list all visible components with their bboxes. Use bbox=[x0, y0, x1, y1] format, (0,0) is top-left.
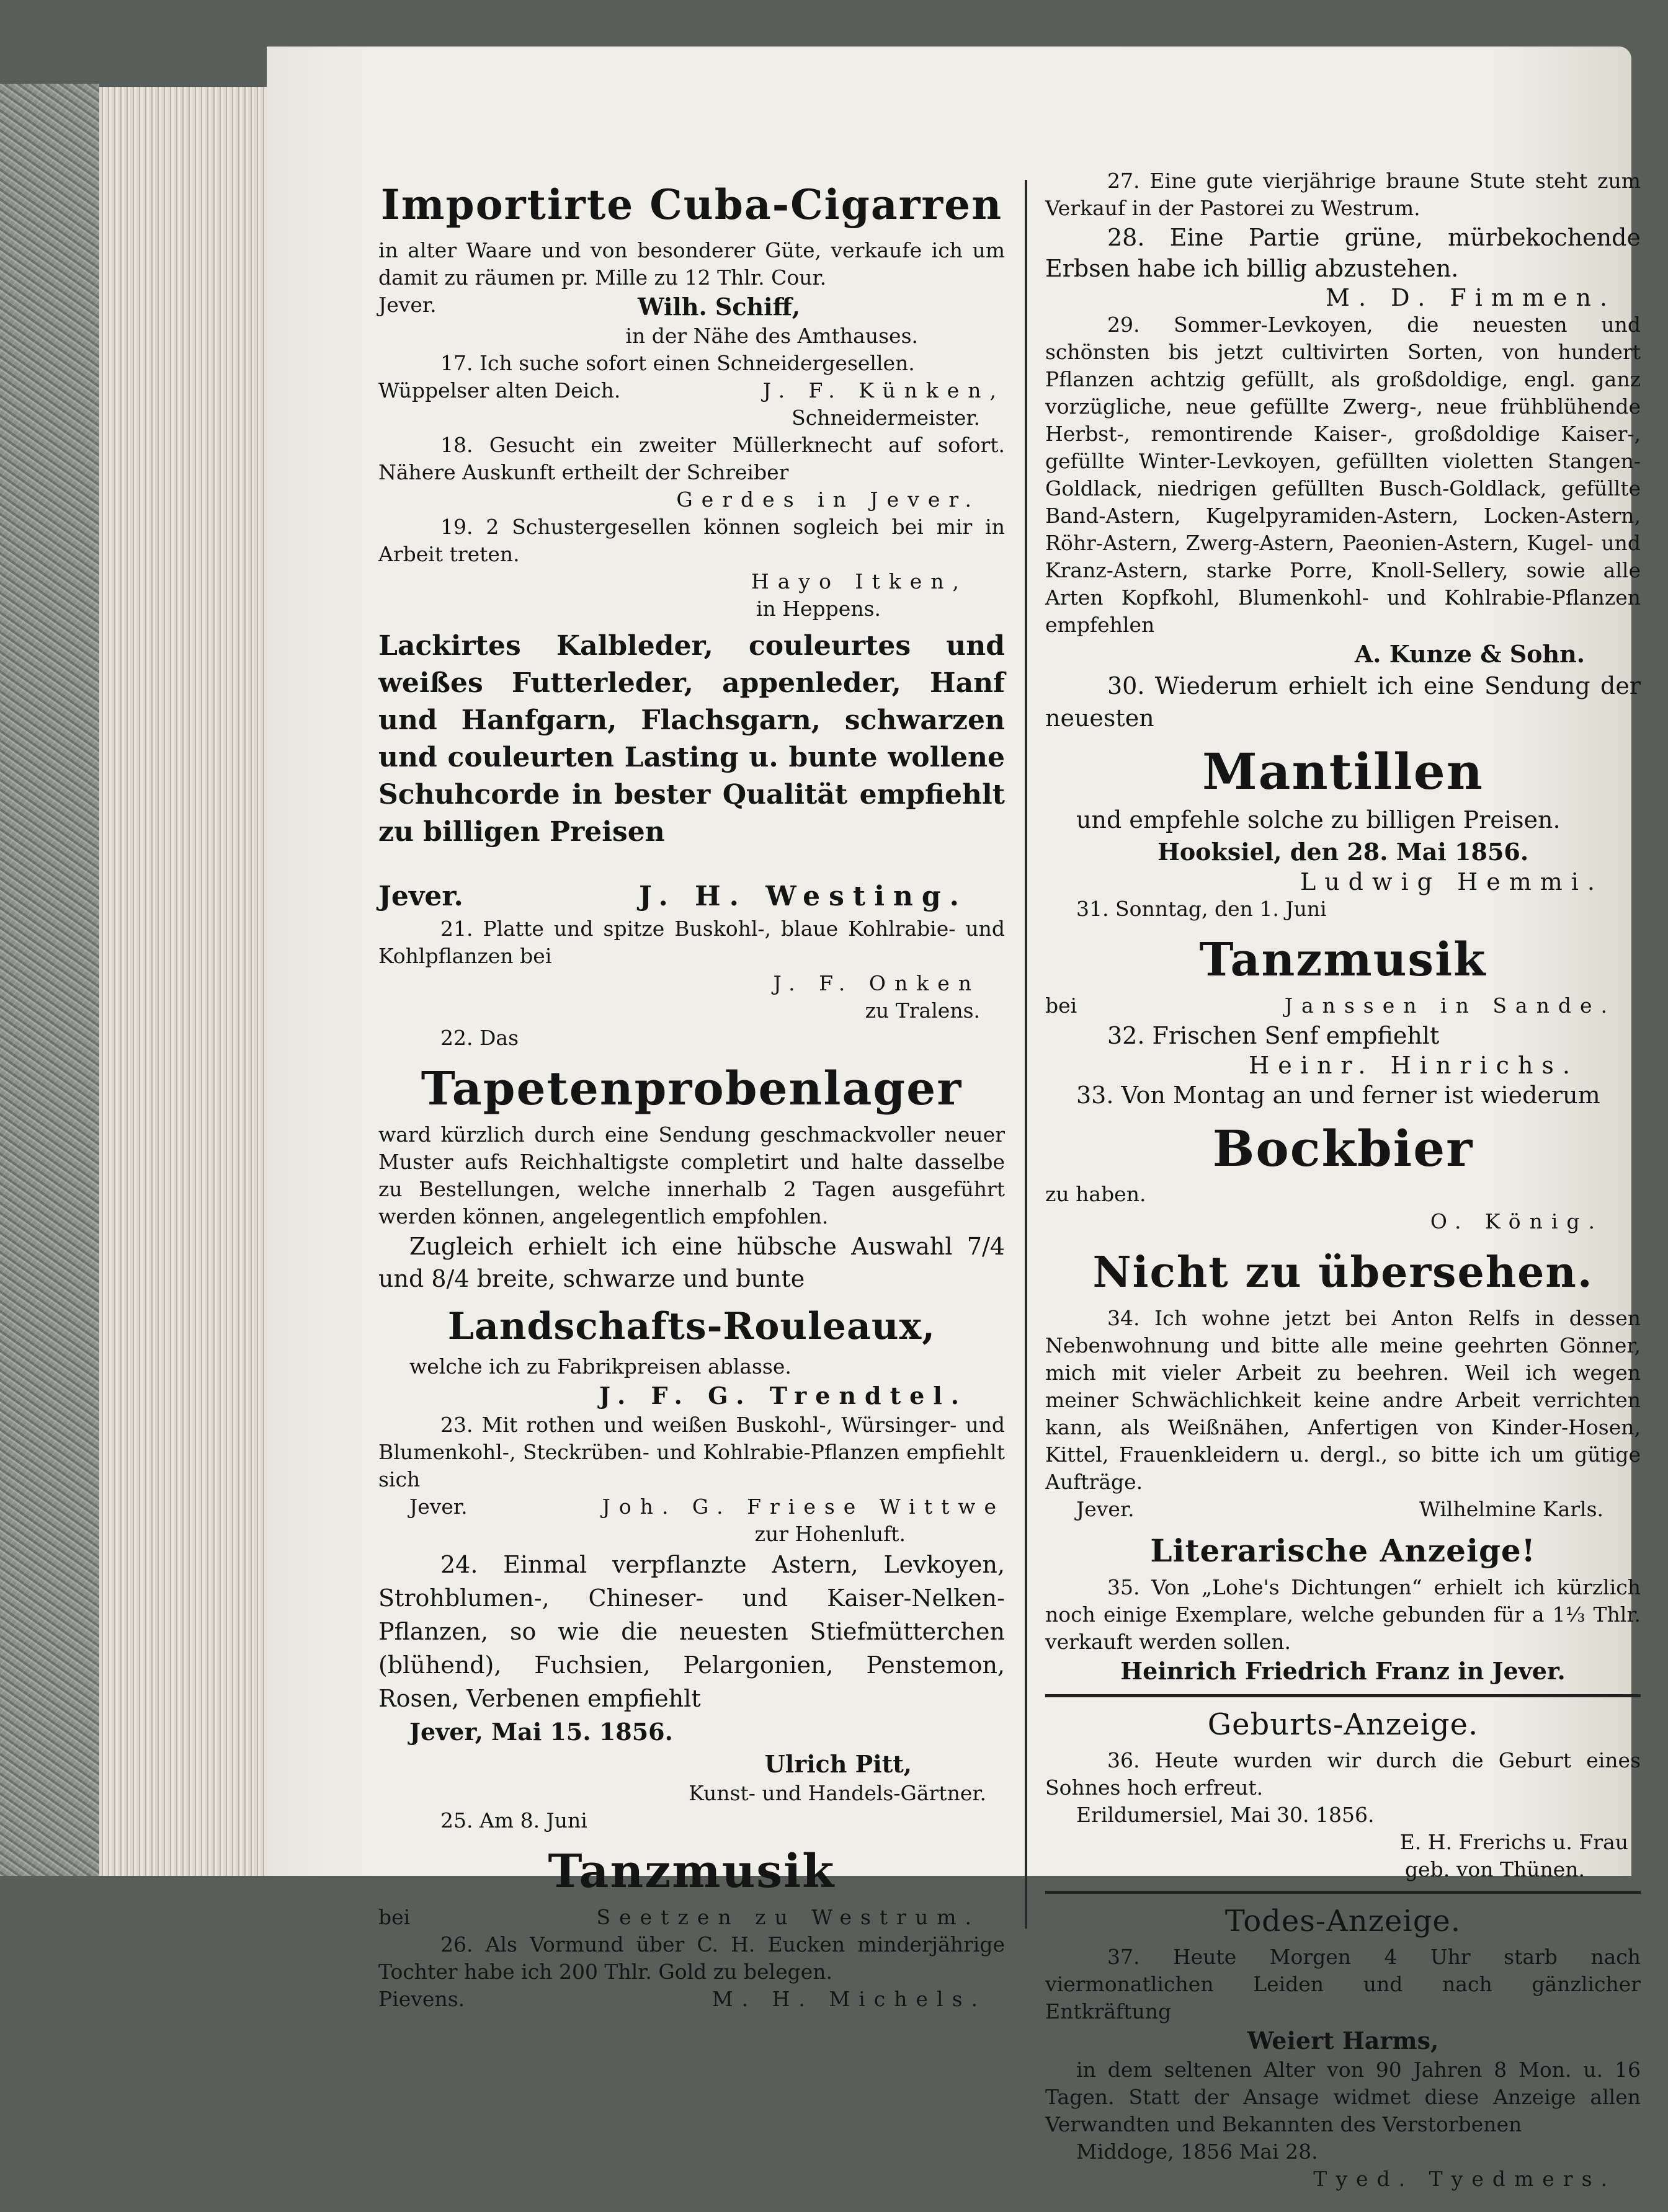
ad-signature: Wilhelmine Karls. bbox=[1419, 1497, 1603, 1521]
book-cover-edge bbox=[0, 84, 99, 1876]
ad-signature: O. König. bbox=[1430, 1209, 1603, 1233]
page-stack-edge bbox=[99, 87, 285, 1879]
ad-body: 32. Frischen Senf empfiehlt bbox=[1107, 1022, 1440, 1049]
ad-leather bbox=[378, 628, 1005, 915]
ad-body: 21. Platte und spitze Buskohl-, blaue Kohlrabie- und Kohlpflanzen bei bbox=[378, 917, 1005, 968]
ad-body: 26. Als Vormund über C. H. Eucken minderjährige Tochter habe ich 200 Thlr. Gold zu belegen. bbox=[378, 1932, 1005, 1984]
ad-body: 28. Eine Partie grüne, mürbekochende Erbsen habe ich billig abzustehen. bbox=[1045, 224, 1641, 282]
ad-body: 35. Von „Lohe's Dichtungen“ erhielt ich kürzlich noch einige Exemplare, welche gebunden für a 1⅓ Thlr. verkauft werden sollen. bbox=[1045, 1575, 1641, 1654]
ad-heading: Geburts-Anzeige. bbox=[1207, 1707, 1479, 1742]
ad-heading: Literarische Anzeige! bbox=[1150, 1532, 1536, 1569]
ad-signature-line2: zu Tralens. bbox=[865, 998, 980, 1023]
deceased-name: Weiert Harms, bbox=[1247, 2027, 1439, 2054]
ad-signature: E. H. Frerichs u. Frau bbox=[1399, 1830, 1628, 1854]
ad-signature-line2: in Heppens. bbox=[756, 597, 881, 621]
ad-body-2: und empfehle solche zu billigen Preisen. bbox=[1076, 806, 1561, 833]
ad-signature: Tyed. Tyedmers. bbox=[1313, 2167, 1616, 2191]
ad-signature: Ulrich Pitt, bbox=[764, 1750, 912, 1778]
ad-signature: J. H. Westing. bbox=[639, 881, 968, 912]
right-column bbox=[1045, 167, 1641, 2193]
ad-19 bbox=[378, 513, 1005, 623]
ad-signature: Seetzen zu Westrum. bbox=[596, 1905, 980, 1929]
ad-signature: Janssen in Sande. bbox=[1284, 993, 1616, 1018]
ad-date: Hooksiel, den 28. Mai 1856. bbox=[1157, 838, 1529, 866]
ad-heading: Tanzmusik bbox=[1199, 933, 1487, 987]
ad-body: 24. Einmal verpflanzte Astern, Levkoyen, Strohblumen-, Chineser- und Kaiser-Nelken-Pflanzen, so wie die neuesten Stiefmütterchen (blühend), Fuchsien, Pelargonien, Penstemon, Rosen, Verbenen empfiehlt bbox=[378, 1551, 1005, 1712]
ad-body-3: welche ich zu Fabrikpreisen ablasse. bbox=[409, 1354, 792, 1379]
ad-intro: 25. Am 8. Juni bbox=[440, 1808, 587, 1832]
ad-heading: Tanzmusik bbox=[548, 1845, 836, 1898]
ad-body: in alter Waare und von besonderer Güte, verkaufe ich um damit zu räumen pr. Mille zu 12 Thlr. Cour. bbox=[378, 238, 1005, 290]
ad-heading: Tapetenprobenlager bbox=[421, 1062, 963, 1116]
ad-body: 29. Sommer-Levkoyen, die neuesten und schönsten bis jetzt cultivirten Sorten, von hundert Pflanzen achtzig gefüllt, als großdoldige, engl. ganz vorzügliche, neue gefüllte Zwerg-, neue frühblühende Herbst-, remontirende Kaiser-, großdoldige Kaiser-, gefüllte Winter-Levkoyen, gefüllten violetten Stangen-Goldlack, niedrigen gefüllten Busch-Goldlack, gefüllte Band-Astern, Kugelpyramiden-Astern, Locken-Astern, Röhr-Astern, Zwerg-Astern, Paeonien-Astern, Kugel- und Kranz-Astern, starke Porre, Knoll-Sellery, sowie alle Arten Kopfkohl, Blumenkohl- und Kohlrabie-Pflanzen empfehlen bbox=[1045, 313, 1641, 637]
ad-place: Jever. bbox=[378, 293, 437, 317]
ad-30 bbox=[1045, 670, 1641, 895]
ad-place: Jever. bbox=[1076, 1497, 1135, 1521]
ad-body: 36. Heute wurden wir durch die Geburt eines Sohnes hoch erfreut. bbox=[1045, 1748, 1641, 1800]
ad-heading: Todes-Anzeige. bbox=[1224, 1904, 1461, 1939]
ad-heading: Importirte Cuba-Cigarren bbox=[380, 180, 1003, 229]
ad-intro: 22. Das bbox=[440, 1026, 519, 1050]
ad-body: ward kürzlich durch eine Sendung geschmackvoller neuer Muster aufs Reichhaltigste completirt und halte dasselbe zu Bestellungen, welche innerhalb 2 Tagen ausgeführt werden können, angelegentlich empfohlen. bbox=[378, 1122, 1005, 1228]
ad-31 bbox=[1045, 895, 1641, 1019]
left-column bbox=[378, 167, 1005, 2013]
ad-body-2: in dem seltenen Alter von 90 Jahren 8 Mon. u. 16 Tagen. Statt der Ansage widmet diese Anzeige allen Verwandten und Bekannten des Verstorbenen bbox=[1045, 2058, 1641, 2136]
ad-body-2: zu haben. bbox=[1045, 1182, 1146, 1206]
ad-signature: Gerdes in Jever. bbox=[676, 487, 980, 512]
section-rule bbox=[1045, 1694, 1641, 1697]
ad-signature-line2: geb. von Thünen. bbox=[1404, 1857, 1585, 1881]
ad-place: Jever. bbox=[409, 1495, 468, 1519]
column-divider bbox=[1025, 180, 1027, 1929]
ad-body-2: Zugleich erhielt ich eine hübsche Auswahl 7/4 und 8/4 breite, schwarze und bunte bbox=[378, 1233, 1005, 1292]
ad-signature-line2: zur Hohenluft. bbox=[754, 1522, 906, 1546]
ad-bei: bei bbox=[1045, 993, 1077, 1018]
ad-25 bbox=[378, 1807, 1005, 1931]
ad-bei: bei bbox=[378, 1905, 411, 1929]
ad-36 bbox=[1045, 1706, 1641, 1883]
ad-body: 33. Von Montag an und ferner ist wiederum bbox=[1076, 1082, 1600, 1109]
ad-date: Jever, Mai 15. 1856. bbox=[409, 1718, 673, 1746]
ad-33 bbox=[1045, 1079, 1641, 1235]
ad-body: 30. Wiederum erhielt ich eine Sendung der neuesten bbox=[1045, 672, 1641, 732]
ad-18 bbox=[378, 432, 1005, 513]
ad-place: Pievens. bbox=[378, 1987, 465, 2011]
ad-signature: Ludwig Hemmi. bbox=[1300, 868, 1603, 895]
ad-35 bbox=[1045, 1532, 1641, 1687]
ad-32 bbox=[1045, 1019, 1641, 1079]
ad-signature: J. F. Künken, bbox=[762, 378, 1005, 402]
ad-signature: A. Kunze & Sohn. bbox=[1354, 640, 1585, 668]
ad-22 bbox=[378, 1024, 1005, 1411]
ad-date: Middoge, 1856 Mai 28. bbox=[1076, 2139, 1318, 2164]
ad-heading: Bockbier bbox=[1212, 1119, 1474, 1178]
ad-body: 37. Heute Morgen 4 Uhr starb nach viermonatlichen Leiden und nach gänzlicher Entkräftung bbox=[1045, 1945, 1641, 2023]
ad-body: 19. 2 Schustergesellen können sogleich bei mir in Arbeit treten. bbox=[378, 515, 1005, 566]
section-rule bbox=[1045, 1891, 1641, 1894]
ad-21 bbox=[378, 915, 1005, 1024]
ad-body: Lackirtes Kalbleder, couleurtes und weißes Futterleder, appenleder, Hanf und Hanfgarn, Flachsgarn, schwarzen und couleurten Lasting u. bunte wollene Schuhcorde in bester Qualität empfiehlt zu billigen Preisen bbox=[378, 630, 1005, 848]
ad-signature: Wilh. Schiff, bbox=[637, 293, 800, 321]
ad-heading: Mantillen bbox=[1202, 742, 1484, 801]
ad-cuba-cigars bbox=[378, 176, 1005, 350]
ad-date: Erildumersiel, Mai 30. 1856. bbox=[1076, 1803, 1375, 1827]
ad-17 bbox=[378, 350, 1005, 432]
ad-place: Jever. bbox=[378, 881, 463, 912]
ad-26 bbox=[378, 1931, 1005, 2013]
ad-signature-line2: Kunst- und Handels-Gärtner. bbox=[689, 1781, 986, 1805]
ad-24 bbox=[378, 1548, 1005, 1807]
ad-signature: J. F. Onken bbox=[773, 971, 980, 995]
ad-signature: M. D. Fimmen. bbox=[1326, 284, 1616, 311]
ad-heading: Nicht zu übersehen. bbox=[1092, 1248, 1594, 1297]
ad-signature: M. H. Michels. bbox=[711, 1987, 986, 2011]
ad-body: 18. Gesucht ein zweiter Müllerknecht auf sofort. Nähere Auskunft ertheilt der Schreiber bbox=[378, 433, 1005, 484]
ad-signature: Heinr. Hinrichs. bbox=[1249, 1052, 1579, 1079]
ad-27 bbox=[1045, 167, 1641, 222]
ad-signature: J. F. G. Trendtel. bbox=[599, 1382, 968, 1410]
ad-signature: Hayo Itken, bbox=[751, 569, 968, 593]
ad-37 bbox=[1045, 1903, 1641, 2193]
ad-body: 17. Ich suche sofort einen Schneidergesellen. bbox=[440, 351, 915, 375]
ad-signature-line2: Schneidermeister. bbox=[792, 406, 980, 430]
ad-signature-line2: in der Nähe des Amthauses. bbox=[625, 324, 918, 348]
ad-23 bbox=[378, 1411, 1005, 1548]
ad-signature: Joh. G. Friese Wittwe bbox=[602, 1495, 1005, 1519]
ad-29 bbox=[1045, 311, 1641, 670]
ad-34 bbox=[1045, 1244, 1641, 1523]
ad-body: 23. Mit rothen und weißen Buskohl-, Würsinger- und Blumenkohl-, Steckrüben- und Kohlrabie-Pflanzen empfiehlt sich bbox=[378, 1413, 1005, 1491]
ad-place: Wüppelser alten Deich. bbox=[378, 378, 621, 402]
ad-signature: Heinrich Friedrich Franz in Jever. bbox=[1120, 1657, 1566, 1685]
ad-intro: 31. Sonntag, den 1. Juni bbox=[1076, 897, 1327, 921]
ad-body: 34. Ich wohne jetzt bei Anton Relfs in dessen Nebenwohnung und bitte alle meine geehrten Gönner, mich mit vieler Arbeit zu beehren. Weil ich wegen meiner Schwächlichkeit keine andre Arbeit verrichten kann, als Weißnähen, Anfertigen von Kinder-Hosen, Kittel, Frauenkleidern u. dergl., so bitte ich um gütige Aufträge. bbox=[1045, 1306, 1641, 1494]
ad-body: 27. Eine gute vierjährige braune Stute steht zum Verkauf in der Pastorei zu Westrum. bbox=[1045, 169, 1641, 220]
ad-28 bbox=[1045, 222, 1641, 311]
ad-heading-2: Landschafts-Rouleaux, bbox=[447, 1305, 936, 1348]
